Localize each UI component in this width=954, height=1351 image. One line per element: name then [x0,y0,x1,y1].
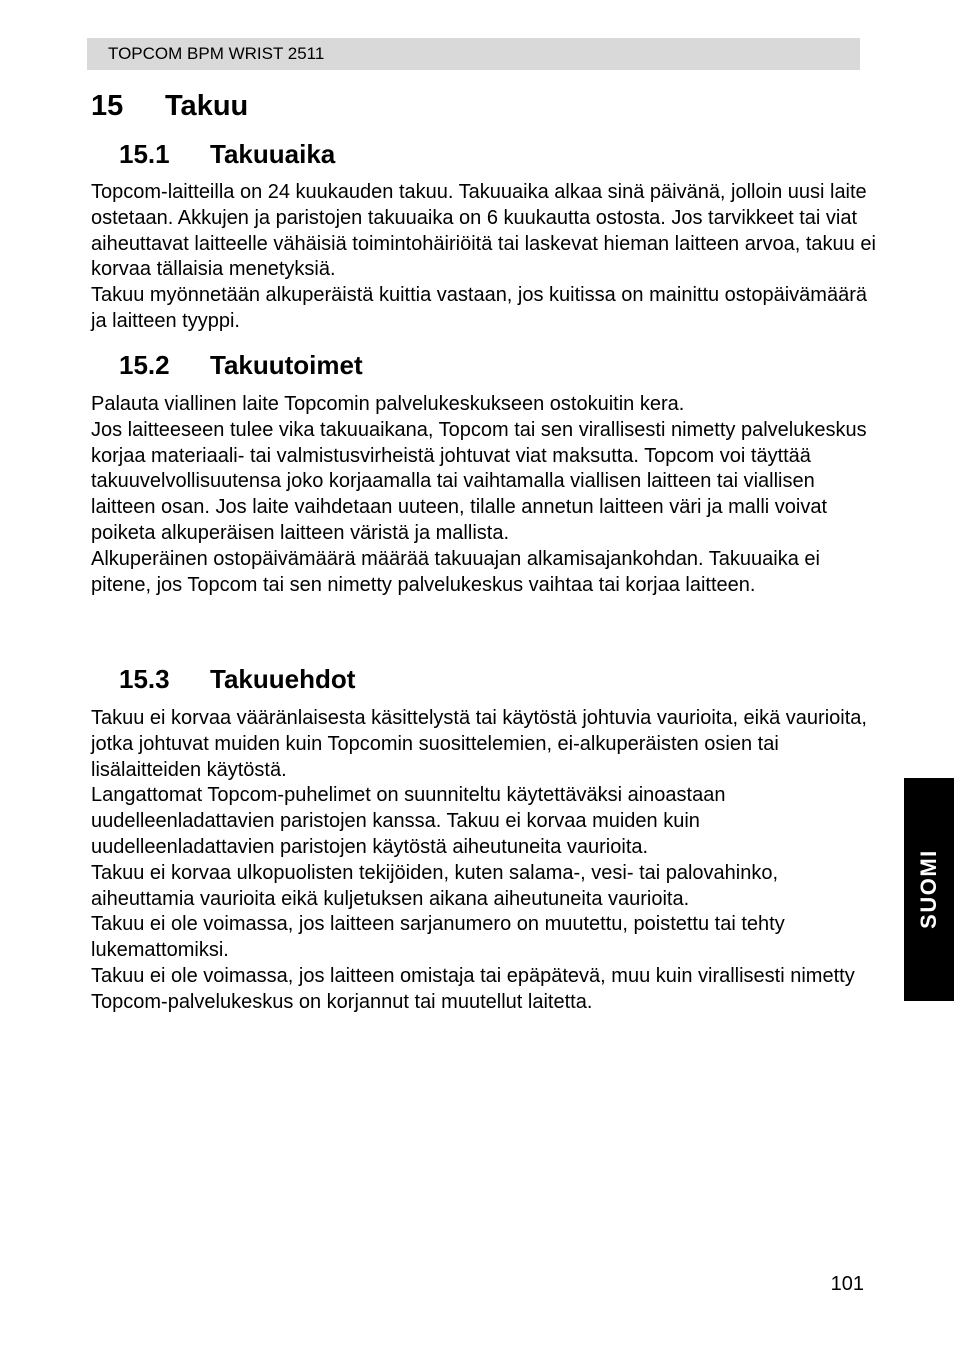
section-title: Takuuaika [210,139,336,169]
section-number: 15.1 [119,139,170,169]
paragraph: Langattomat Topcom-puhelimet on suunniteltu käytettäväksi ainoastaan uudelleenladattavien paristojen kanssa. Takuu ei korvaa muiden kuin uudelleenladattavien paristojen käytöstä aiheutuneita vaurioita. [91,784,726,858]
paragraph: Takuu ei korvaa ulkopuolisten tekijöiden, kuten salama-, vesi- tai palovahinko, aiheuttamia vaurioita eikä kuljetuksen aikana aiheutuneita vaurioita. [91,861,779,910]
paragraph: Takuu ei ole voimassa, jos laitteen sarjanumero on muutettu, poistettu tai tehty lukemattomiksi. [91,913,785,962]
section-heading-15-3 [119,664,355,694]
paragraph: Takuu myönnetään alkuperäistä kuittia vastaan, jos kuitissa on mainittu ostopäivämäärä ja laitteen tyyppi. [91,284,867,332]
page-number: 101 [830,1273,864,1295]
section-body-15-1 [91,180,881,335]
section-body-15-2 [91,392,881,598]
section-title: Takuuehdot [210,664,356,694]
paragraph: Takuu ei ole voimassa, jos laitteen omistaja tai epäpätevä, muu kuin virallisesti nimetty Topcom-palvelukeskus on korjannut tai muutellut laitetta. [91,964,855,1013]
section-body-15-3 [91,706,881,1016]
section-heading-15-1 [119,139,335,169]
section-number: 15.2 [119,350,170,380]
chapter-heading [91,88,248,124]
paragraph: Topcom-laitteilla on 24 kuukauden takuu. Takuuaika alkaa sinä päivänä, jolloin uusi laite ostetaan. Akkujen ja paristojen takuuaika on 6 kuukautta ostosta. Jos tarvikkeet tai viat aiheuttavat laitteelle vähäisiä toimintohäiriöitä tai laskevat hieman laitteen arvoa, takuu ei korvaa tällaisia menetyksiä. [91,181,876,281]
header-title: TOPCOM BPM WRIST 2511 [108,44,325,63]
chapter-number: 15 [91,90,124,122]
paragraph: Palauta viallinen laite Topcomin palvelukeskukseen ostokuitin kera. [91,393,685,415]
paragraph: Jos laitteeseen tulee vika takuuaikana, Topcom tai sen virallisesti nimetty palvelukeskus korjaa materiaali- tai valmistusvirheistä johtuvat viat maksutta. Topcom voi täyttää takuuvelvollisuutensa joko korjaamalla tai vaihtamalla viallisen laitteen tai viallisen laitteen osan. Jos laite vaihdetaan uuteen, tilalle annetun laitteen väri ja malli voivat poiketa alkuperäisen laitteen väristä ja mallista. [91,418,867,544]
chapter-title: Takuu [165,90,249,122]
paragraph: Alkuperäinen ostopäivämäärä määrää takuuajan alkamisajankohdan. Takuuaika ei pitene, jos Topcom tai sen nimetty palvelukeskus vaihtaa tai korjaa laitteen. [91,547,820,596]
section-number: 15.3 [119,664,170,694]
paragraph: Takuu ei korvaa vääränlaisesta käsittelystä tai käytöstä johtuvia vaurioita, eikä vaurioita, jotka johtuvat muiden kuin Topcomin suosittelemien, ei-alkuperäisten osien tai lisälaitteiden käytöstä. [91,707,867,781]
section-heading-15-2 [119,350,363,380]
running-header [87,38,860,70]
section-title: Takuutoimet [210,350,363,380]
language-tab-label: SUOMI [916,849,941,929]
language-tab [904,778,954,1001]
